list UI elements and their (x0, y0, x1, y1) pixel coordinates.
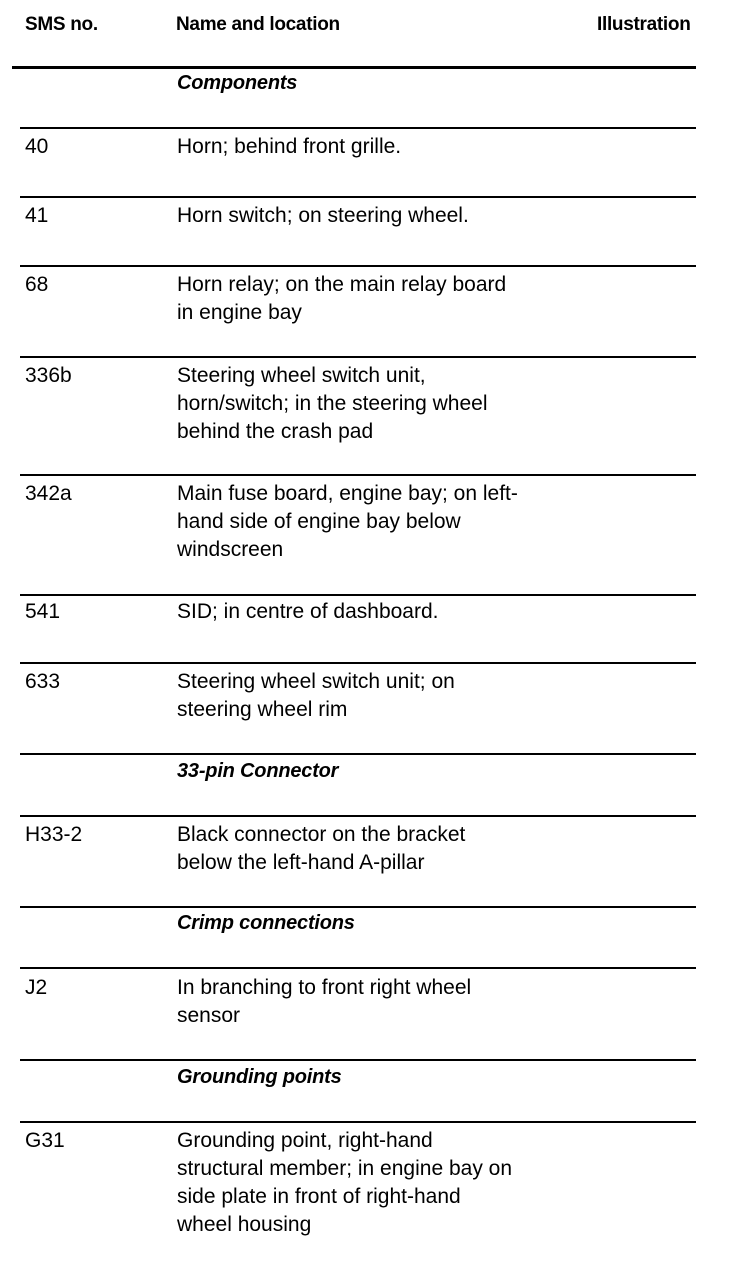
name-location: Horn switch; on steering wheel. (177, 204, 469, 227)
name-location: Steering wheel switch unit; on steering wheel rim (177, 670, 455, 721)
column-header-sms-no: SMS no. (25, 14, 98, 35)
row-divider (20, 127, 696, 129)
row-divider (20, 1121, 696, 1123)
sms-code: 633 (25, 670, 61, 693)
column-header-name-location: Name and location (176, 14, 340, 35)
section-divider (20, 1059, 696, 1061)
name-location: Horn relay; on the main relay board in engine bay (177, 273, 507, 324)
sms-code: H33-2 (25, 823, 83, 846)
name-location: SID; in centre of dashboard. (177, 600, 439, 623)
name-location: In branching to front right wheel sensor (177, 976, 472, 1027)
sms-code: 342a (25, 482, 72, 505)
name-location: Main fuse board, engine bay; on left- hand side of engine bay below windscreen (177, 482, 518, 561)
row-divider (20, 196, 696, 198)
name-location: Horn; behind front grille. (177, 135, 402, 158)
sms-code: 68 (25, 273, 49, 296)
row-divider (20, 474, 696, 476)
section-heading-components: Components (177, 72, 298, 94)
column-header-illustration: Illustration (597, 14, 691, 35)
row-divider (20, 594, 696, 596)
row-divider (20, 662, 696, 664)
sms-code: 541 (25, 600, 61, 623)
name-location: Black connector on the bracket below the left-hand A-pillar (177, 823, 466, 874)
name-location: Steering wheel switch unit, horn/switch; in the steering wheel behind the crash pad (177, 364, 488, 443)
sms-code: G31 (25, 1129, 65, 1152)
row-divider (20, 815, 696, 817)
section-heading-crimp: Crimp connections (177, 912, 355, 934)
section-heading-connector: 33-pin Connector (177, 760, 339, 782)
row-divider (20, 265, 696, 267)
name-location: Grounding point, right-hand structural member; in engine bay on side plate in front of right-hand wheel housing (177, 1129, 513, 1236)
section-divider (20, 906, 696, 908)
sms-code: 40 (25, 135, 49, 158)
sms-code: 41 (25, 204, 49, 227)
section-divider (20, 753, 696, 755)
row-divider (20, 356, 696, 358)
row-divider (20, 967, 696, 969)
header-rule (12, 66, 696, 69)
sms-code: J2 (25, 976, 48, 999)
sms-code: 336b (25, 364, 72, 387)
section-heading-grounding: Grounding points (177, 1066, 342, 1088)
